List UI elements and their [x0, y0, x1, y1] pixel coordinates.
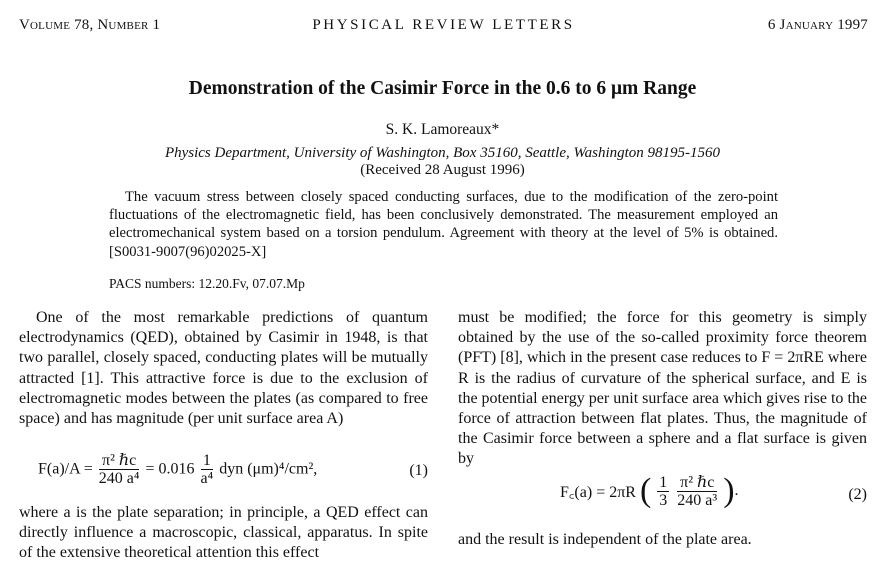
paper-title: Demonstration of the Casimir Force in the 0.6 to 6 μm Range [188, 78, 697, 99]
eq1-rhs: dyn (μm)⁴/cm², [219, 460, 318, 478]
equation-number-2: (2) [848, 486, 867, 503]
issue-date: 6 January 1997 [767, 17, 868, 33]
column-left [19, 308, 428, 429]
running-header [19, 17, 868, 39]
eq1-numerator-1: π² ℏc [99, 452, 140, 470]
pacs-numbers: PACS numbers: 12.20.Fv, 07.07.Mp [109, 276, 305, 291]
equation-1 [38, 452, 428, 494]
eq1-denominator-1: 240 a⁴ [98, 470, 140, 487]
received-date: (Received 28 August 1996) [360, 162, 525, 178]
eq2-fraction-2 [677, 474, 717, 509]
eq2-right-paren-icon: ) [723, 472, 735, 509]
paragraph-after-eq2: and the result is independent of the plate area. [458, 531, 752, 548]
eq1-mid: = 0.016 [145, 460, 195, 478]
eq1-fraction-2 [201, 452, 214, 487]
eq2-numerator-1: 1 [659, 473, 668, 491]
column-right [458, 308, 867, 470]
equation-number-1: (1) [409, 462, 428, 479]
equation-2 [560, 472, 867, 520]
author: S. K. Lamoreaux* [385, 121, 500, 138]
volume-number: Volume 78, Number 1 [19, 17, 161, 33]
abstract: The vacuum stress between closely spaced conducting surfaces, due to the modification of the zero-point fluctuations of the electromagnetic field, has been conclusively demonstrated. The measurement employed an electromechanical system based on a torsion pendulum. Agreement with theory at the level of 5% is obtained. [S0031-9007(96)02025-X] [109, 189, 778, 260]
affiliation: Physics Department, University of Washington, Box 35160, Seattle, Washington 98195-1560 [164, 145, 721, 161]
eq2-denominator-1: 3 [659, 491, 668, 509]
eq1-fraction-1 [99, 452, 140, 487]
paragraph-after-eq1: where a is the plate separation; in principle, a QED effect can directly influence a macroscopic, classical, apparatus. In spite of the extensive theoretical attention this effect [19, 504, 428, 562]
eq2-denominator-2: 240 a³ [677, 491, 718, 509]
eq1-denominator-2: a⁴ [200, 470, 214, 487]
eq1-numerator-2: 1 [201, 452, 214, 470]
eq2-fraction-1 [657, 474, 669, 509]
eq2-numerator-2: π² ℏc [677, 474, 717, 492]
eq2-end: . [734, 482, 739, 499]
pft-paragraph: must be modified; the force for this geometry is simply obtained by the use of the so-called proximity force theorem (PFT) [8], which in the present case reduces to F = 2πRE where R is the radius of curvature of the spherical surface, and E is the potential energy per unit surface area which gives rise to the force of attraction between flat plates. Thus, the magnitude of the Casimir force between a sphere and a flat surface is given by [458, 309, 867, 468]
eq2-lhs: F꜀(a) = 2πR [560, 484, 636, 501]
eq1-lhs: F(a)/A = [38, 460, 93, 478]
intro-paragraph: One of the most remarkable predictions of quantum electrodynamics (QED), obtained by Casimir in 1948, is that two parallel, closely spaced, conducting plates will be mutually attracted [1]. This attractive force is due to the exclusion of electromagnetic modes between the plates (as compared to free space) and has magnitude (per unit surface area A) [19, 309, 428, 428]
eq2-left-paren-icon: ( [639, 472, 652, 509]
journal-name: PHYSICAL REVIEW LETTERS [312, 17, 575, 33]
